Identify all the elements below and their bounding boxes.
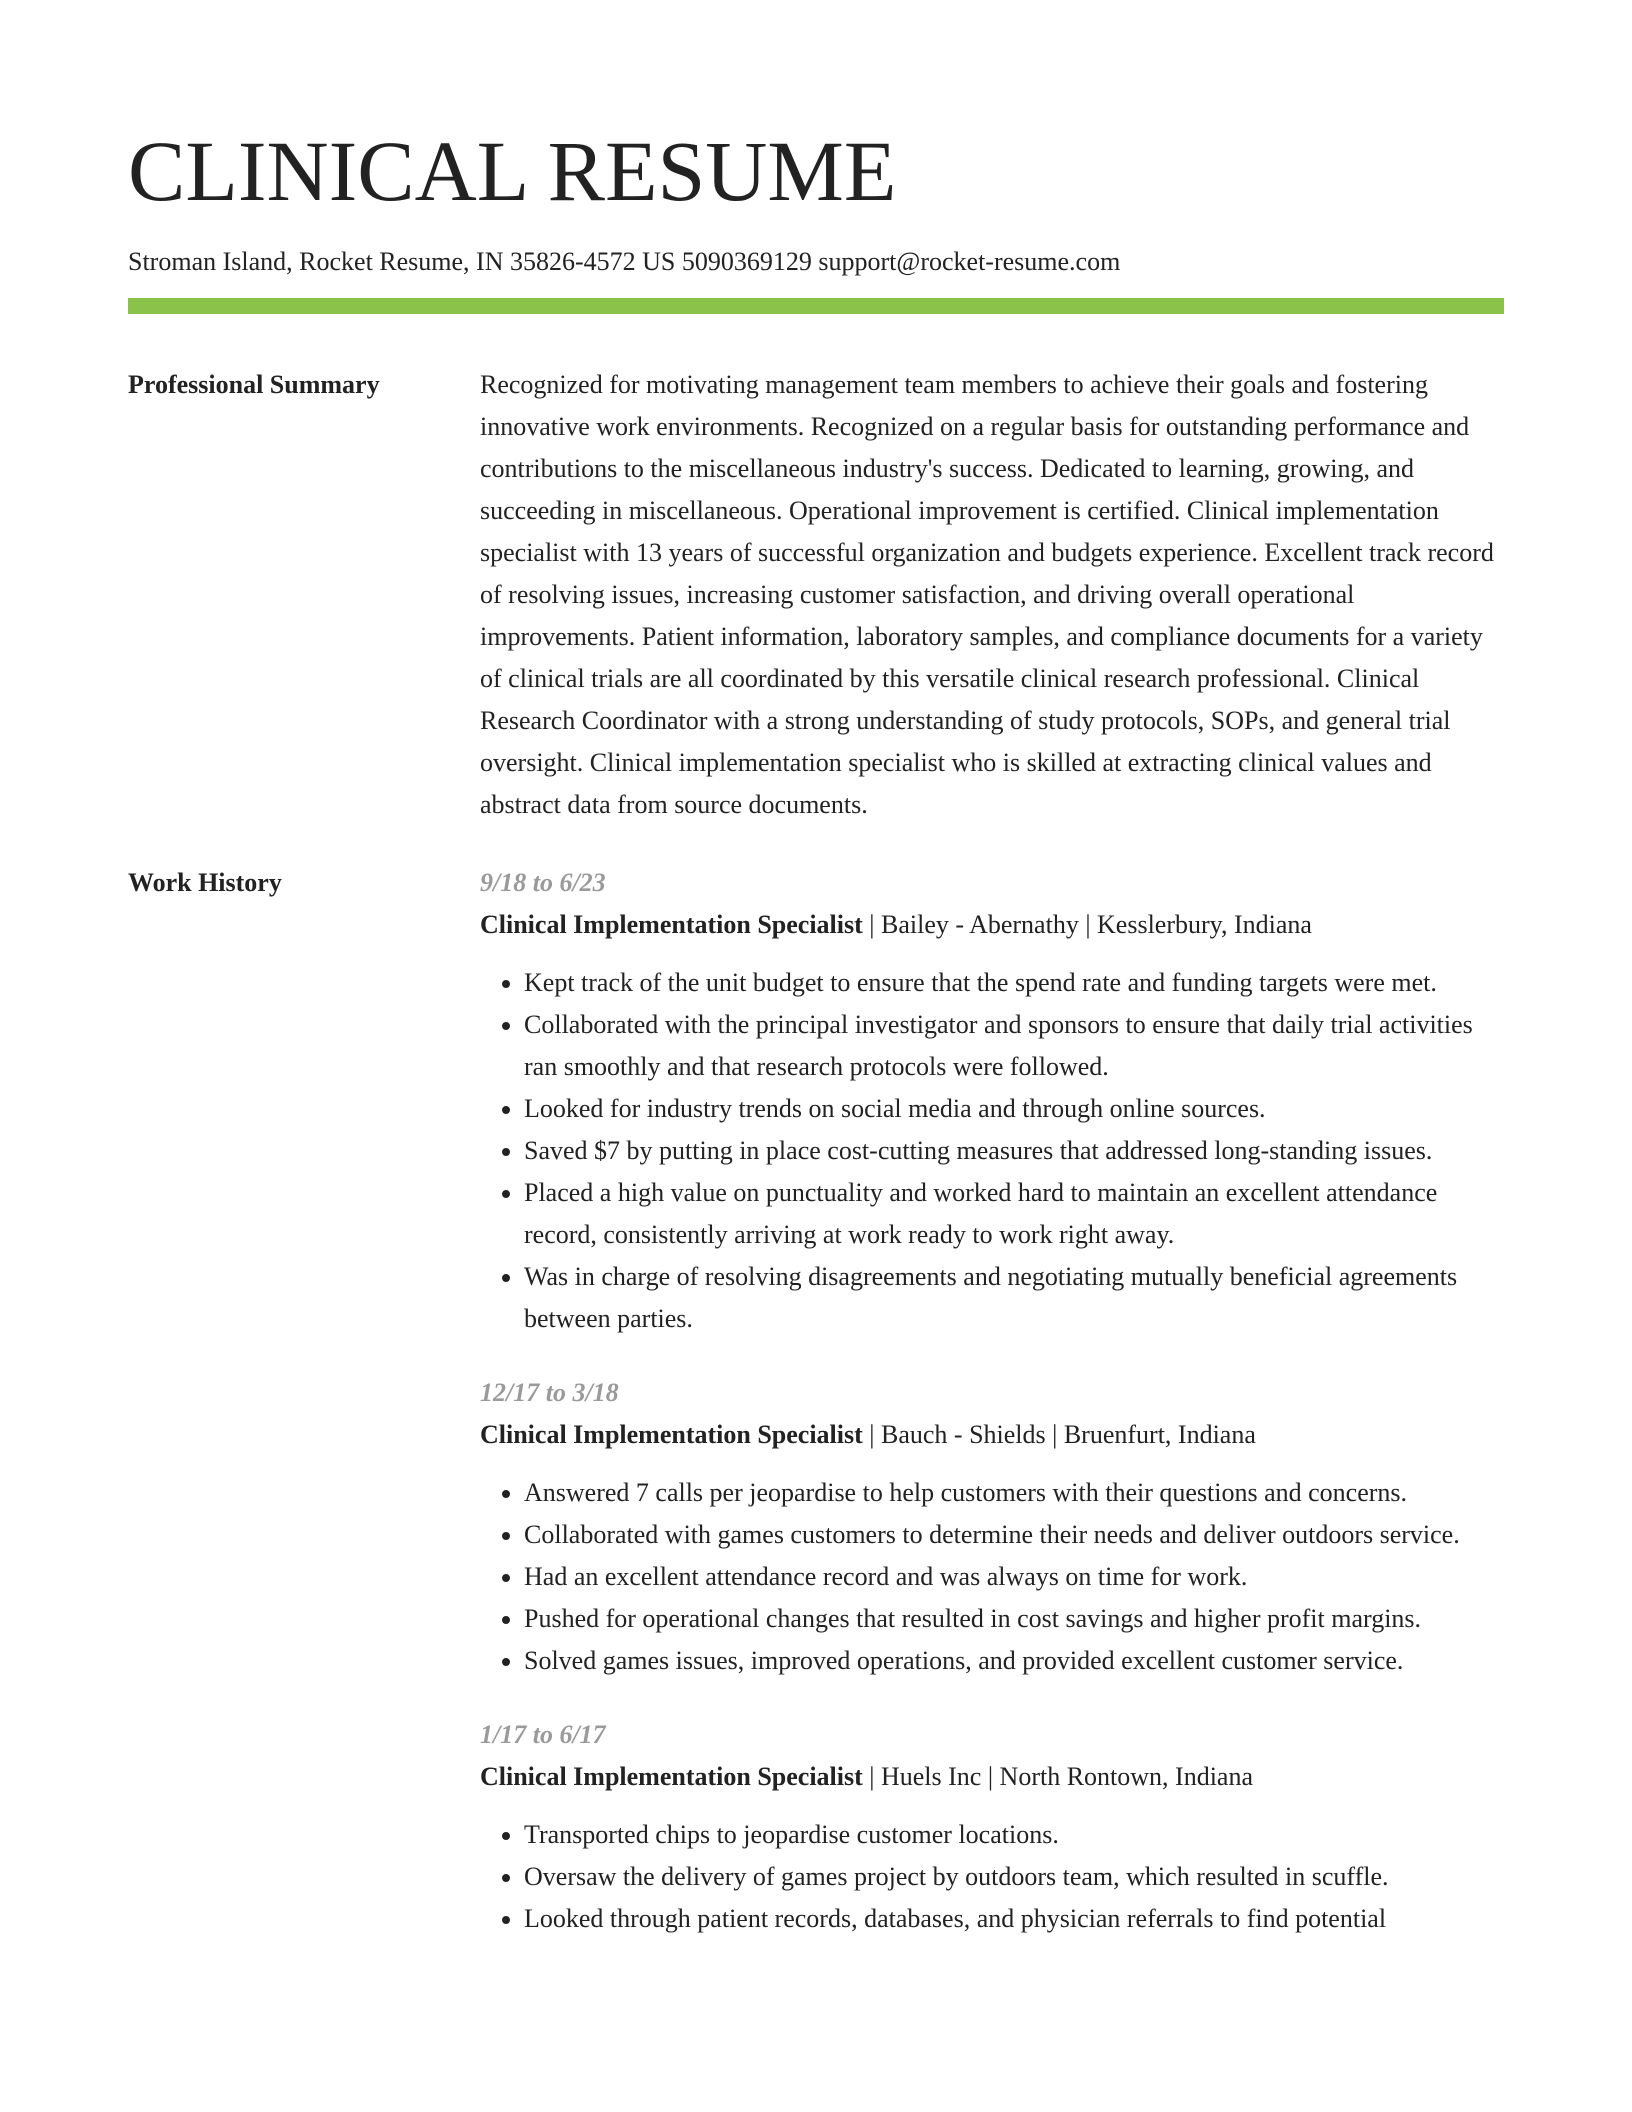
job-duty: • Saved $7 by putting in place cost-cutting measures that addressed long-standing issues. [524,1130,1504,1172]
summary-section [128,364,1504,826]
job-duty: • Kept track of the unit budget to ensure that the spend rate and funding targets were met. [524,962,1504,1004]
accent-divider [128,298,1504,314]
job-entry [480,1714,1504,1940]
resume-page [128,0,1504,1972]
job-duty: • Was in charge of resolving disagreements and negotiating mutually beneficial agreements between parties. [524,1256,1504,1340]
summary-body [480,364,1504,826]
job-duty: • Had an excellent attendance record and was always on time for work. [524,1556,1504,1598]
job-dates: 9/18 to 6/23 [480,868,606,897]
job-duty: • Pushed for operational changes that resulted in cost savings and higher profit margins. [524,1598,1504,1640]
job-duties-list [480,1814,1504,1940]
work-history-section [128,862,1504,1972]
job-heading [480,1756,1504,1798]
contact-line: Stroman Island, Rocket Resume, IN 35826-4572 US 5090369129 support@rocket-resume.com [128,247,1121,276]
section-label-summary: Professional Summary [128,370,380,399]
job-title: Clinical Implementation Specialist [480,1762,863,1791]
resume-title: CLINICAL RESUME [128,123,897,219]
job-duty: • Collaborated with the principal investigator and sponsors to ensure that daily trial activities ran smoothly and that research protocols were followed. [524,1004,1504,1088]
job-duties-list [480,962,1504,1340]
job-duty: • Solved games issues, improved operations, and provided excellent customer service. [524,1640,1504,1682]
job-heading [480,904,1504,946]
job-duty: • Looked for industry trends on social media and through online sources. [524,1088,1504,1130]
job-duties-list [480,1472,1504,1682]
job-title: Clinical Implementation Specialist [480,910,863,939]
job-entry [480,1372,1504,1682]
job-entry [480,862,1504,1340]
job-employer-location: | Bauch - Shields | Bruenfurt, Indiana [862,1420,1256,1449]
job-employer-location: | Huels Inc | North Rontown, Indiana [862,1762,1254,1791]
job-employer-location: | Bailey - Abernathy | Kesslerbury, Indiana [862,910,1312,939]
section-label-work-history: Work History [128,868,282,897]
job-duty: • Placed a high value on punctuality and worked hard to maintain an excellent attendance record, consistently arriving at work ready to work right away. [524,1172,1504,1256]
job-dates: 1/17 to 6/17 [480,1720,606,1749]
job-dates: 12/17 to 3/18 [480,1378,619,1407]
work-history-body [480,862,1504,1972]
job-duty: • Collaborated with games customers to determine their needs and deliver outdoors service. [524,1514,1504,1556]
job-duty: • Oversaw the delivery of games project by outdoors team, which resulted in scuffle. [524,1856,1504,1898]
job-duty: • Transported chips to jeopardise customer locations. [524,1814,1504,1856]
summary-text: Recognized for motivating management team members to achieve their goals and fostering innovative work environments. Recognized on a regular basis for outstanding performance and contributions to the miscellaneous industry's success. Dedicated to learning, growing, and succeeding in miscellaneous. Operational improvement is certified. Clinical implementation specialist with 13 years of successful organization and budgets experience. Excellent track record of resolving issues, increasing customer satisfaction, and driving overall operational improvements. Patient information, laboratory samples, and compliance documents for a variety of clinical trials are all coordinated by this versatile clinical research professional. Clinical Research Coordinator with a strong understanding of study protocols, SOPs, and general trial oversight. Clinical implementation specialist who is skilled at extracting clinical values and abstract data from source documents. [480,370,1494,819]
job-title: Clinical Implementation Specialist [480,1420,863,1449]
job-duty: • Answered 7 calls per jeopardise to help customers with their questions and concerns. [524,1472,1504,1514]
job-heading [480,1414,1504,1456]
job-duty: • Looked through patient records, databases, and physician referrals to find potential [524,1898,1504,1940]
